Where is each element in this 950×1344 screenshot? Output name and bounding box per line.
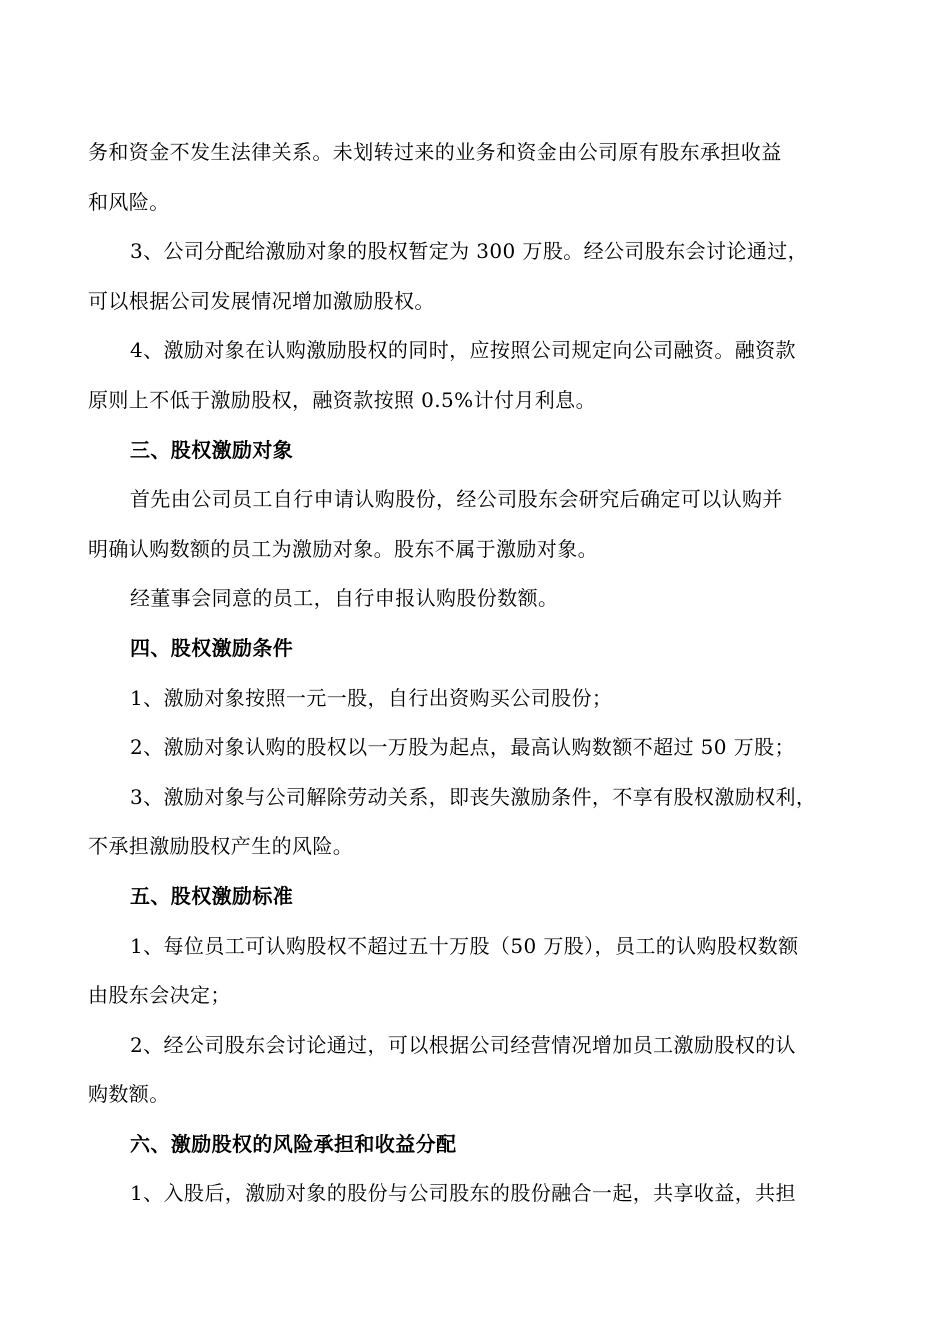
paragraph-line: 1、入股后，激励对象的股份与公司股东的股份融合一起，共享收益，共担: [130, 1181, 796, 1206]
paragraph-line: 1、每位员工可认购股权不超过五十万股（50 万股），员工的认购股权数额: [130, 933, 799, 958]
paragraph-line: 购数额。: [88, 1082, 170, 1107]
paragraph-line: 不承担激励股权产生的风险。: [88, 834, 354, 859]
paragraph-line: 务和资金不发生法律关系。未划转过来的业务和资金由公司原有股东承担收益: [88, 140, 782, 164]
paragraph-line: 和风险。: [88, 189, 170, 214]
paragraph-line: 1、激励对象按照一元一股，自行出资购买公司股份；: [130, 685, 613, 710]
paragraph-line: 3、公司分配给激励对象的股权暂定为 300 万股。经公司股东会讨论通过，: [130, 239, 809, 264]
paragraph-line: 原则上不低于激励股权，融资款按照 0.5%计付月利息。: [88, 387, 596, 412]
document-body: [88, 132, 878, 1223]
section-heading: 五、股权激励标准: [130, 883, 294, 908]
paragraph-line: 经董事会同意的员工，自行申报认购股份数额。: [130, 586, 559, 611]
paragraph-line: 2、激励对象认购的股权以一万股为起点，最高认购数额不超过 50 万股；: [130, 735, 795, 760]
paragraph-line: 首先由公司员工自行申请认购股份，经公司股东会研究后确定可以认购并: [130, 487, 783, 512]
paragraph-line: 由股东会决定；: [88, 983, 231, 1008]
paragraph-line: 可以根据公司发展情况增加激励股权。: [88, 288, 435, 313]
paragraph-line: 4、激励对象在认购激励股权的同时，应按照公司规定向公司融资。融资款: [130, 338, 796, 363]
paragraph-line: 明确认购数额的员工为激励对象。股东不属于激励对象。: [88, 536, 598, 561]
section-heading: 四、股权激励条件: [130, 635, 294, 660]
paragraph-line: 3、激励对象与公司解除劳动关系，即丧失激励条件，不享有股权激励权利，: [130, 784, 817, 809]
section-heading: 三、股权激励对象: [130, 437, 294, 462]
paragraph-line: 2、经公司股东会讨论通过，可以根据公司经营情况增加员工激励股权的认: [130, 1032, 796, 1057]
section-heading: 六、激励股权的风险承担和收益分配: [130, 1131, 457, 1156]
